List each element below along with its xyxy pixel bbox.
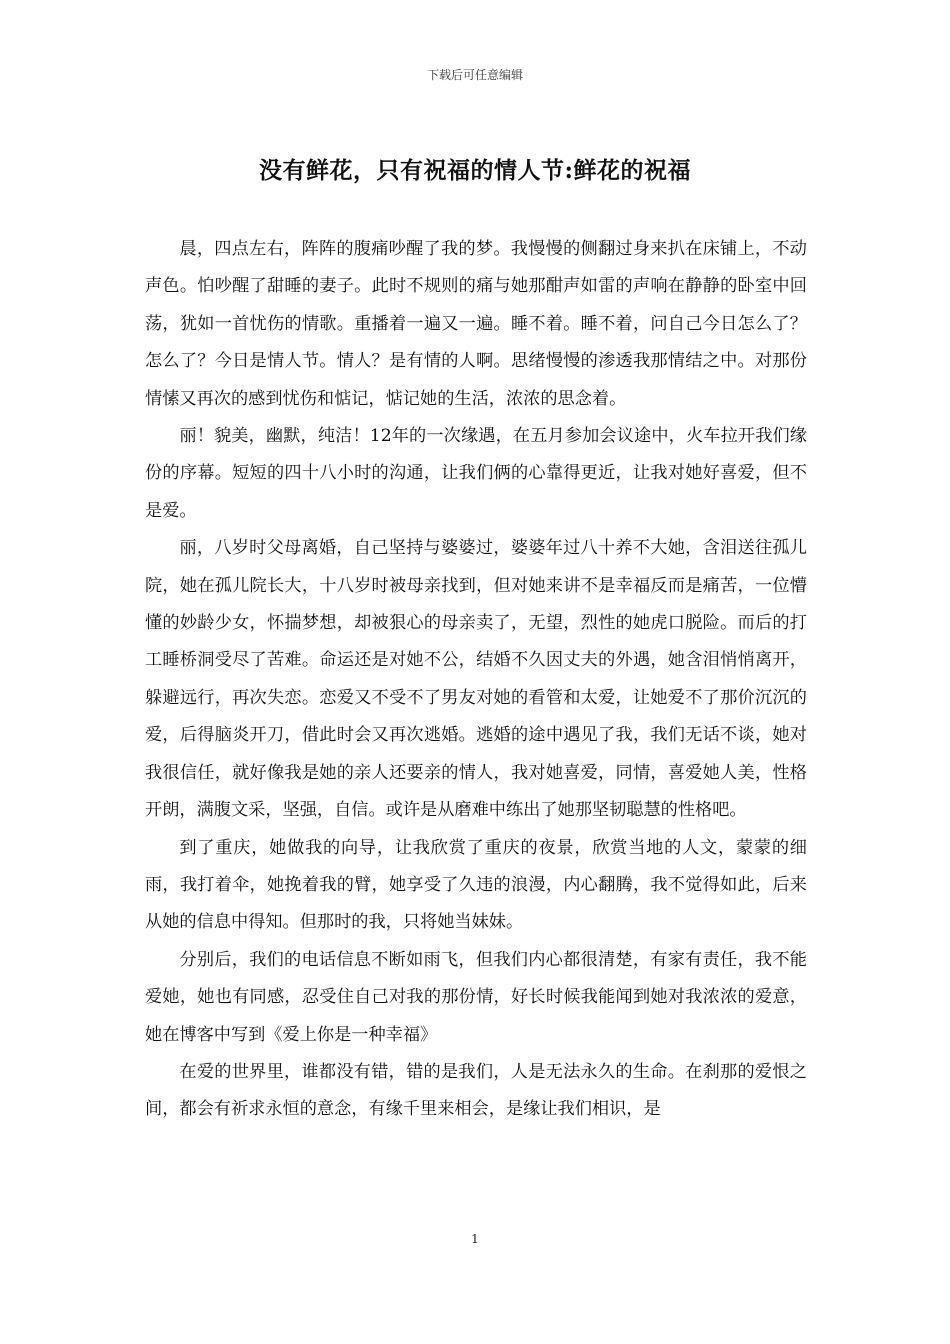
header-note: 下载后可任意编辑 xyxy=(426,68,523,82)
paragraph: 到了重庆，她做我的向导，让我欣赏了重庆的夜景，欣赏当地的人文，蒙蒙的细雨，我打着伞，她挽着我的臂，她享受了久违的浪漫，内心翻腾，我不觉得如此，后来从她的信息中得知。但那时的我，只将她当妹妹。 xyxy=(145,837,807,933)
document-title: 没有鲜花，只有祝福的情人节:鲜花的祝福 xyxy=(259,157,691,184)
paragraph: 晨，四点左右，阵阵的腹痛吵醒了我的梦。我慢慢的侧翻过身来扒在床铺上，不动声色。怕吵醒了甜睡的妻子。此时不规则的痛与她那酣声如雷的声响在静静的卧室中回荡，犹如一首忧伤的情歌。重播着一遍又一遍。睡不着。睡不着，问自己今日怎么了？怎么了？今日是情人节。情人？是有情的人啊。思绪慢慢的渗透我那情结之中。对那份情愫又再次的感到忧伤和惦记，惦记她的生活，浓浓的思念着。 xyxy=(145,239,807,409)
document-body xyxy=(145,231,807,1129)
paragraph: 分别后，我们的电话信息不断如雨飞，但我们内心都很清楚，有家有责任，我不能爱她，她也有同感，忍受住自己对我的那份情，好长时候我能闻到她对我浓浓的爱意，她在博客中写到《爱上你是一种幸福》 xyxy=(145,949,807,1045)
paragraph: 丽，八岁时父母离婚，自己坚持与婆婆过，婆婆年过八十养不大她，含泪送往孤儿院，她在孤儿院长大，十八岁时被母亲找到，但对她来讲不是幸福反而是痛苦，一位懵懂的妙龄少女，怀揣梦想，却被狠心的母亲卖了，无望，烈性的她虎口脱险。而后的打工睡桥洞受尽了苦难。命运还是对她不公，结婚不久因丈夫的外遇，她含泪悄悄离开，躲避远行，再次失恋。恋爱又不受不了男友对她的看管和太爱，让她爱不了那价沉沉的爱，后得脑炎开刀，借此时会又再次逃婚。逃婚的途中遇见了我，我们无话不谈，她对我很信任，就好像我是她的亲人还要亲的情人，我对她喜爱，同情，喜爱她人美，性格开朗，满腹文采，坚强，自信。或许是从磨难中练出了她那坚韧聪慧的性格吧。 xyxy=(145,538,807,821)
paragraph: 在爱的世界里，谁都没有错，错的是我们，人是无法永久的生命。在刹那的爱恨之间，都会有祈求永恒的意念，有缘千里来相会，是缘让我们相识，是 xyxy=(145,1061,807,1120)
page-number: 1 xyxy=(471,1232,479,1246)
paragraph: 丽！貌美，幽默，纯洁！12年的一次缘遇，在五月参加会议途中，火车拉开我们缘份的序幕。短短的四十八小时的沟通，让我们俩的心靠得更近，让我对她好喜爱，但不是爱。 xyxy=(145,426,807,521)
